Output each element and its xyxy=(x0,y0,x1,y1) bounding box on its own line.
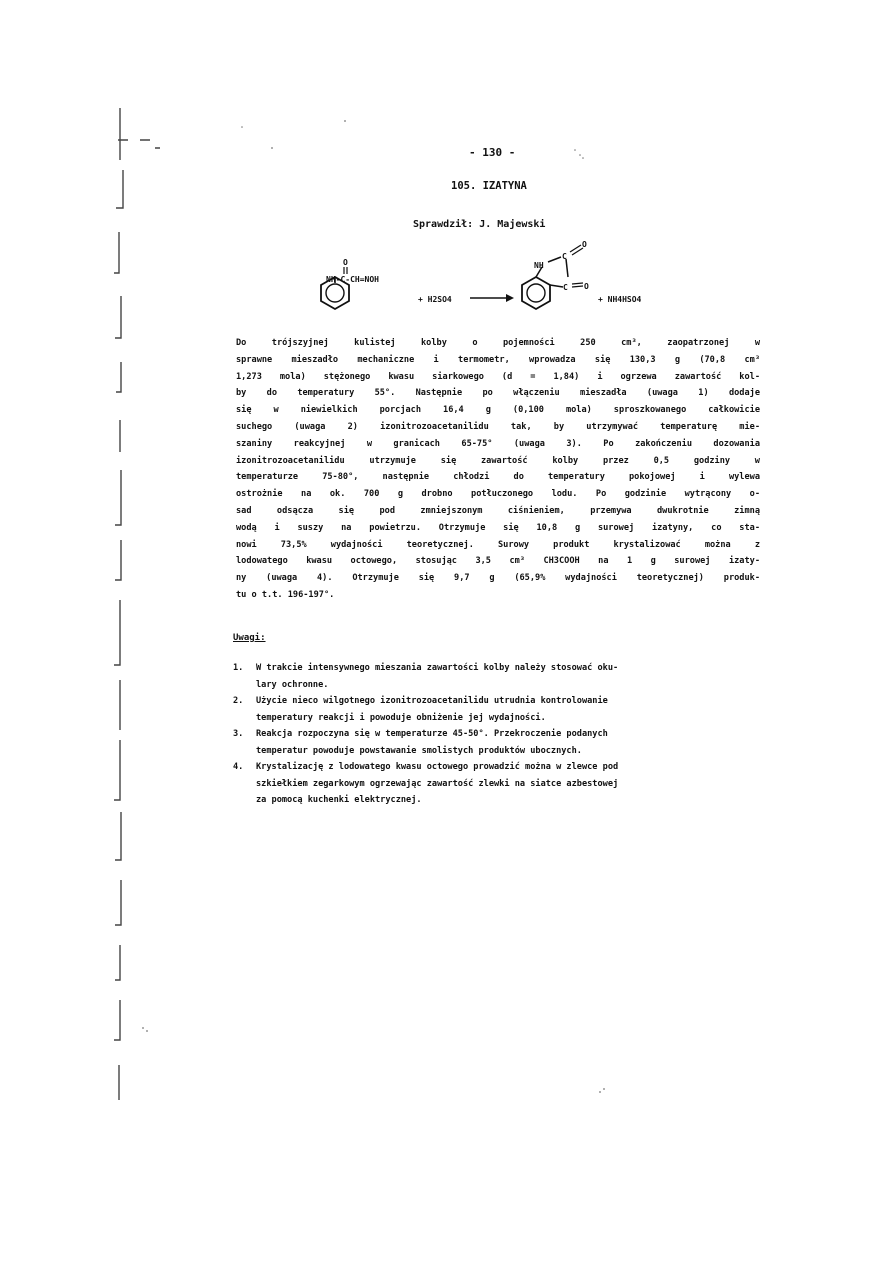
procedure-line: ostrożnie na ok. 700 g drobno potłuczonego lodu. Po godzinie wytrącony o- xyxy=(236,489,760,500)
procedure-line: sad odsącza się pod zmniejszonym ciśnieniem, przemywa dwukrotnie zimną xyxy=(236,505,760,516)
isatin-oxygen: O xyxy=(582,240,587,249)
page-number: - 130 - xyxy=(469,146,516,159)
note-line: Krystalizację z lodowatego kwasu octowego prowadzić można w zlewce pod xyxy=(256,762,619,772)
note-item xyxy=(233,660,761,693)
procedure-line: się w niewielkich porcjach 16,4 g (0,100 mola) sproszkowanego całkowicie xyxy=(236,405,760,416)
note-item xyxy=(233,759,761,809)
isatin-oxygen-2: O xyxy=(584,282,589,291)
note-line: Użycie nieco wilgotnego izonitrozoacetanilidu utrudnia kontrolowanie xyxy=(256,696,608,706)
procedure-line: Do trójszyjnej kulistej kolby o pojemności 250 cm³, zaopatrzonej w xyxy=(236,338,760,348)
reagent-label: + H2SO4 xyxy=(418,295,452,304)
note-line: temperatury reakcji i powoduje obniżenie jej wydajności. xyxy=(256,712,546,723)
reaction-arrow-head xyxy=(506,294,514,302)
procedure-line: sprawne mieszadło mechaniczne i termometr, wprowadza się 130,3 g (70,8 cm³ xyxy=(236,354,760,365)
reaction-scheme xyxy=(300,232,720,322)
carbonyl-oxygen: O xyxy=(343,258,348,267)
note-line: lary ochronne. xyxy=(256,679,329,690)
note-number: 3. xyxy=(233,729,244,739)
isatin-nh: NH xyxy=(534,261,544,270)
procedure-line: suchego (uwaga 2) izonitrozoacetanilidu tak, by utrzymywać temperaturę mie- xyxy=(236,421,760,432)
procedure-line: ny (uwaga 4). Otrzymuje się 9,7 g (65,9% wydajności teoretycznej) produk- xyxy=(236,573,760,584)
checked-by: Sprawdził: J. Majewski xyxy=(413,219,546,230)
note-line: szkiełkiem zegarkowym ogrzewając zawartość zlewki na siatce azbestowej xyxy=(256,778,619,789)
procedure-text xyxy=(236,335,760,604)
note-line: W trakcie intensywnego mieszania zawartości kolby należy stosować oku- xyxy=(256,663,619,673)
procedure-line: tu o t.t. 196-197°. xyxy=(236,589,335,600)
note-item xyxy=(233,693,761,726)
procedure-line: lodowatego kwasu octowego, stosując 3,5 cm³ CH3COOH na 1 g surowej izaty- xyxy=(236,556,760,567)
section-title: 105. IZATYNA xyxy=(451,180,527,192)
isatin-c2: C xyxy=(562,252,567,261)
notes-list xyxy=(233,660,761,809)
note-line: za pomocą kuchenki elektrycznej. xyxy=(256,795,422,805)
isatin-c3: C xyxy=(563,283,568,292)
note-number: 1. xyxy=(233,663,244,673)
benzene-inner-circle xyxy=(326,284,344,302)
byproduct-label: + NH4HSO4 xyxy=(598,295,642,304)
note-line: temperatur powoduje powstawanie smolistych produktów ubocznych. xyxy=(256,745,582,756)
note-number: 4. xyxy=(233,762,244,772)
note-number: 2. xyxy=(233,696,244,706)
procedure-line: temperaturze 75-80°, następnie chłodzi do temperatury pokojowej i wylewa xyxy=(236,472,760,483)
note-line: Reakcja rozpoczyna się w temperaturze 45-50°. Przekroczenie podanych xyxy=(256,729,608,739)
procedure-line: wodą i suszy na powietrzu. Otrzymuje się 10,8 g surowej izatyny, co sta- xyxy=(236,522,760,533)
procedure-line: izonitrozoacetanilidu utrzymuje się zawartość kolby przez 0,5 godziny w xyxy=(236,455,760,466)
notes-heading: Uwagi: xyxy=(233,633,266,643)
isatin-structure xyxy=(522,240,589,309)
procedure-line: 1,273 mola) stężonego kwasu siarkowego (d = 1,84) i ogrzewa zawartość kol- xyxy=(236,371,760,382)
procedure-line: szaniny reakcyjnej w granicach 65-75° (uwaga 3). Po zakończeniu dozowania xyxy=(236,438,760,449)
isonitrosoacetanilide-structure xyxy=(321,258,379,309)
reactant-side-chain: NH-C-CH=NOH xyxy=(326,275,379,284)
note-item xyxy=(233,726,761,759)
procedure-line: by do temperatury 55°. Następnie po włączeniu mieszadła (uwaga 1) dodaje xyxy=(236,388,760,399)
isatin-benzene-ring xyxy=(522,277,550,309)
isatin-inner-circle xyxy=(527,284,545,302)
procedure-line: nowi 73,5% wydajności teoretycznej. Surowy produkt krystalizować można z xyxy=(236,539,760,550)
